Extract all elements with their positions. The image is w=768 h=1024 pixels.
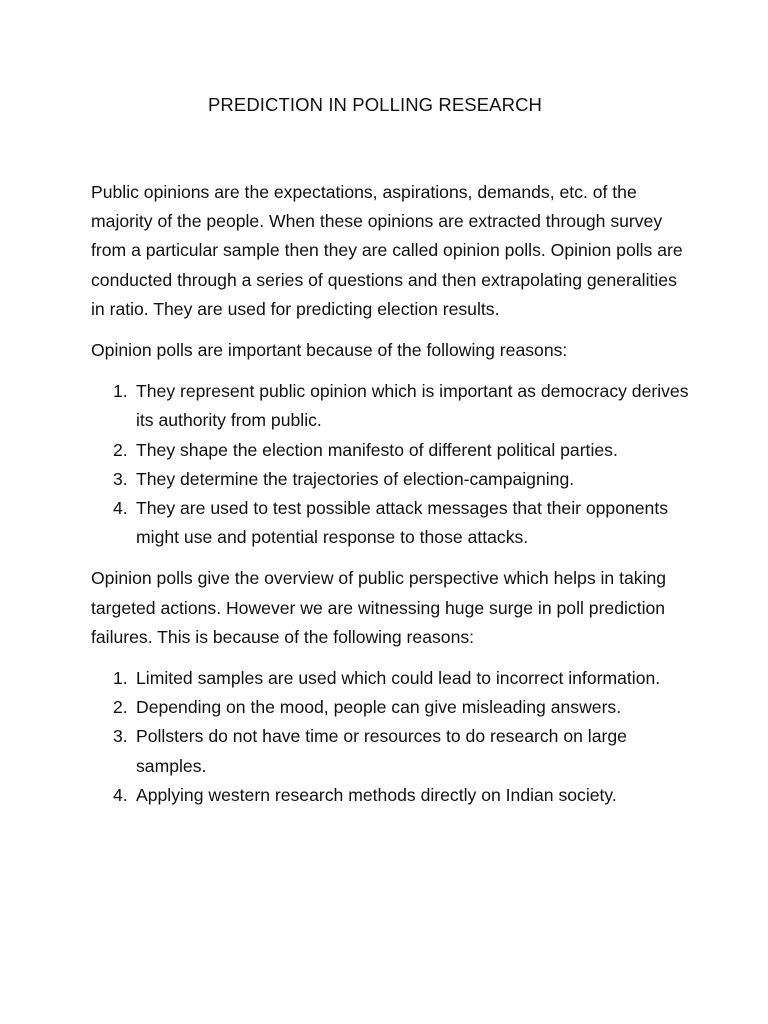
list-item	[91, 377, 691, 435]
list-item-text: Limited samples are used which could lead to incorrect information.	[136, 668, 661, 689]
list-item-text: Pollsters do not have time or resources to do research on large samples.	[136, 726, 627, 776]
list-item	[91, 781, 691, 810]
list-number: 2.	[113, 697, 128, 718]
list-number: 4.	[113, 498, 128, 519]
list-number: 2.	[113, 439, 128, 460]
list-number: 1.	[113, 668, 128, 689]
list-item	[91, 693, 691, 722]
list-item	[91, 664, 691, 693]
paragraph-failures-lead: Opinion polls give the overview of public perspective which helps in taking targeted actions. However we are witnessing huge surge in poll prediction failures. This is because of the following reasons:	[91, 568, 667, 647]
list-item	[91, 436, 691, 465]
document-body	[91, 178, 691, 822]
paragraph-importance-lead: Opinion polls are important because of the following reasons:	[91, 340, 568, 361]
list-item-text: They are used to test possible attack messages that their opponents might use and potential response to those attacks.	[136, 498, 669, 548]
list-item	[91, 465, 691, 494]
list-item	[91, 722, 691, 780]
list-number: 4.	[113, 784, 128, 805]
list-item-text: Depending on the mood, people can give misleading answers.	[136, 697, 622, 718]
failure-reasons-list	[91, 664, 691, 810]
list-item	[91, 494, 691, 552]
list-number: 1.	[113, 381, 128, 402]
list-item-text: They determine the trajectories of election-campaigning.	[136, 468, 575, 489]
list-number: 3.	[113, 468, 128, 489]
paragraph-intro: Public opinions are the expectations, aspirations, demands, etc. of the majority of the people. When these opinions are extracted through survey from a particular sample then they are called opinion polls. Opinion polls are conducted through a series of questions and then extrapolating generalities in ratio. They are used for predicting election results.	[91, 182, 683, 319]
list-item-text: Applying western research methods directly on Indian society.	[136, 784, 617, 805]
document-title: PREDICTION IN POLLING RESEARCH	[207, 94, 542, 115]
list-item-text: They shape the election manifesto of different political parties.	[136, 439, 618, 460]
list-item-text: They represent public opinion which is important as democracy derives its authority from public.	[136, 381, 689, 431]
list-number: 3.	[113, 726, 128, 747]
importance-reasons-list	[91, 377, 691, 552]
